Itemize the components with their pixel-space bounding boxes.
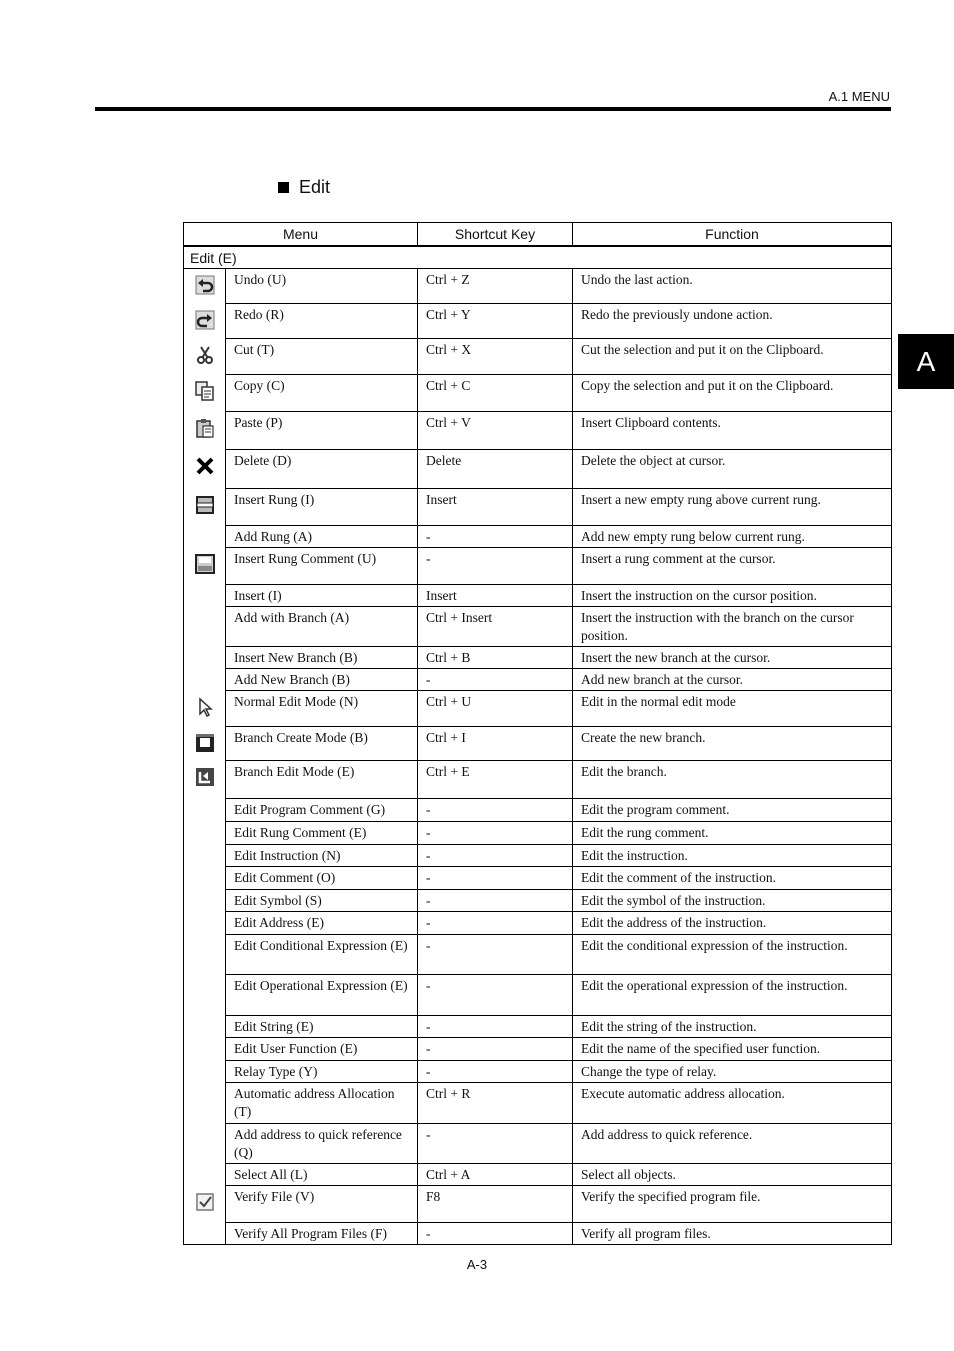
menu-cell: Copy (C) [226,375,418,412]
icon-cell [184,339,226,375]
function-cell: Insert the instruction with the branch on the cursor position. [573,607,892,647]
copy-icon [195,381,215,401]
menu-cell: Branch Create Mode (B) [226,727,418,761]
icon-cell [184,412,226,450]
table-header-row [184,223,892,247]
menu-cell: Edit Comment (O) [226,867,418,890]
function-cell: Verify the specified program file. [573,1186,892,1223]
function-cell: Edit the address of the instruction. [573,912,892,935]
shortcut-cell: Ctrl + B [418,647,573,669]
table-row [184,412,892,450]
function-cell: Insert the instruction on the cursor position. [573,585,892,607]
table-row [184,867,892,890]
table-row [184,1038,892,1061]
table-row [184,975,892,1016]
function-cell: Add new branch at the cursor. [573,669,892,691]
delete-x-icon [195,456,215,476]
menu-cell: Paste (P) [226,412,418,450]
function-cell: Insert a new empty rung above current rung. [573,489,892,526]
function-cell: Undo the last action. [573,269,892,304]
table-row [184,526,892,548]
menu-cell: Edit Symbol (S) [226,890,418,912]
menu-cell: Verify All Program Files (F) [226,1223,418,1245]
column-header-menu: Menu [184,223,418,247]
table-row [184,691,892,727]
shortcut-cell: - [418,822,573,845]
column-header-shortcut: Shortcut Key [418,223,573,247]
shortcut-cell: - [418,845,573,867]
menu-cell: Add Rung (A) [226,526,418,548]
menu-cell: Edit String (E) [226,1016,418,1038]
function-cell: Delete the object at cursor. [573,450,892,489]
icon-cell [184,548,226,691]
icon-cell [184,761,226,1186]
shortcut-cell: - [418,1124,573,1164]
menu-cell: Insert Rung Comment (U) [226,548,418,585]
running-header: A.1 MENU [828,89,890,104]
table-row [184,647,892,669]
table-row [184,607,892,647]
table-row [184,1061,892,1083]
table-row [184,822,892,845]
function-cell: Change the type of relay. [573,1061,892,1083]
shortcut-cell: - [418,1038,573,1061]
paste-icon [195,418,215,438]
table-row [184,1164,892,1186]
menu-cell: Select All (L) [226,1164,418,1186]
table-row [184,548,892,585]
table-row [184,912,892,935]
shortcut-cell: - [418,1016,573,1038]
table-row [184,845,892,867]
shortcut-cell: Ctrl + R [418,1083,573,1124]
shortcut-cell: - [418,526,573,548]
shortcut-cell: Insert [418,489,573,526]
header-rule [95,107,891,111]
function-cell: Create the new branch. [573,727,892,761]
shortcut-cell: - [418,669,573,691]
function-cell: Edit the instruction. [573,845,892,867]
icon-cell [184,304,226,339]
rung-comment-icon [195,554,215,574]
shortcut-cell: - [418,799,573,822]
table-row [184,269,892,304]
shortcut-cell: - [418,912,573,935]
menu-cell: Normal Edit Mode (N) [226,691,418,727]
shortcut-cell: Ctrl + A [418,1164,573,1186]
appendix-tab [898,334,954,389]
menu-cell: Insert Rung (I) [226,489,418,526]
menu-cell: Edit User Function (E) [226,1038,418,1061]
redo-icon [195,310,215,330]
square-bullet-icon [278,182,289,193]
icon-cell [184,450,226,489]
function-cell: Verify all program files. [573,1223,892,1245]
table-row [184,339,892,375]
function-cell: Cut the selection and put it on the Clipboard. [573,339,892,375]
table-row [184,935,892,975]
function-cell: Add new empty rung below current rung. [573,526,892,548]
appendix-tab-letter: A [916,345,936,377]
menu-cell: Edit Rung Comment (E) [226,822,418,845]
function-cell: Copy the selection and put it on the Clipboard. [573,375,892,412]
shortcut-cell: Ctrl + Y [418,304,573,339]
table-row [184,890,892,912]
table-row [184,450,892,489]
menu-cell: Insert New Branch (B) [226,647,418,669]
menu-cell: Redo (R) [226,304,418,339]
edit-menu-table [183,222,892,1245]
function-cell: Redo the previously undone action. [573,304,892,339]
shortcut-cell: - [418,935,573,975]
function-cell: Edit in the normal edit mode [573,691,892,727]
menu-cell: Branch Edit Mode (E) [226,761,418,799]
table-row [184,727,892,761]
shortcut-cell: Ctrl + U [418,691,573,727]
table-row [184,585,892,607]
shortcut-cell: - [418,890,573,912]
function-cell: Add address to quick reference. [573,1124,892,1164]
shortcut-cell: Ctrl + Z [418,269,573,304]
shortcut-cell: - [418,975,573,1016]
function-cell: Insert Clipboard contents. [573,412,892,450]
shortcut-cell: - [418,867,573,890]
shortcut-cell: - [418,548,573,585]
function-cell: Edit the conditional expression of the instruction. [573,935,892,975]
page-number: A-3 [466,1257,488,1272]
group-row [184,246,892,269]
branch-edit-icon [195,767,215,787]
table-row [184,304,892,339]
menu-cell: Edit Program Comment (G) [226,799,418,822]
table-row [184,489,892,526]
pointer-icon [195,697,215,717]
menu-cell: Automatic address Allocation (T) [226,1083,418,1124]
menu-cell: Edit Instruction (N) [226,845,418,867]
table-row [184,1083,892,1124]
icon-cell [184,1186,226,1245]
function-cell: Edit the symbol of the instruction. [573,890,892,912]
shortcut-cell: Ctrl + X [418,339,573,375]
menu-cell: Verify File (V) [226,1186,418,1223]
icon-cell [184,375,226,412]
menu-cell: Edit Address (E) [226,912,418,935]
branch-create-icon [195,733,215,753]
function-cell: Execute automatic address allocation. [573,1083,892,1124]
function-cell: Edit the comment of the instruction. [573,867,892,890]
function-cell: Insert a rung comment at the cursor. [573,548,892,585]
shortcut-cell: Ctrl + I [418,727,573,761]
menu-cell: Add with Branch (A) [226,607,418,647]
shortcut-cell: Ctrl + E [418,761,573,799]
function-cell: Select all objects. [573,1164,892,1186]
function-cell: Edit the branch. [573,761,892,799]
function-cell: Edit the program comment. [573,799,892,822]
menu-cell: Cut (T) [226,339,418,375]
table-row [184,669,892,691]
shortcut-cell: - [418,1061,573,1083]
menu-cell: Edit Conditional Expression (E) [226,935,418,975]
table-row [184,1223,892,1245]
icon-cell [184,489,226,548]
group-label: Edit (E) [184,246,892,269]
insert-rung-icon [195,495,215,515]
menu-cell: Delete (D) [226,450,418,489]
menu-cell: Add address to quick reference (Q) [226,1124,418,1164]
section-title-text: Edit [299,177,331,197]
menu-cell: Relay Type (Y) [226,1061,418,1083]
icon-cell [184,727,226,761]
function-cell: Edit the operational expression of the instruction. [573,975,892,1016]
icon-cell [184,691,226,727]
shortcut-cell: Insert [418,585,573,607]
scissors-icon [195,345,215,365]
function-cell: Insert the new branch at the cursor. [573,647,892,669]
verify-check-icon [195,1192,215,1212]
shortcut-cell: F8 [418,1186,573,1223]
shortcut-cell: Ctrl + Insert [418,607,573,647]
menu-cell: Undo (U) [226,269,418,304]
table-row [184,1124,892,1164]
table-row [184,799,892,822]
shortcut-cell: Ctrl + V [418,412,573,450]
table-row [184,761,892,799]
undo-icon [195,275,215,295]
icon-cell [184,269,226,304]
menu-cell: Insert (I) [226,585,418,607]
table-row [184,375,892,412]
function-cell: Edit the string of the instruction. [573,1016,892,1038]
function-cell: Edit the rung comment. [573,822,892,845]
column-header-function: Function [573,223,892,247]
table-row [184,1186,892,1223]
section-title [278,177,330,198]
shortcut-cell: - [418,1223,573,1245]
shortcut-cell: Delete [418,450,573,489]
shortcut-cell: Ctrl + C [418,375,573,412]
table-row [184,1016,892,1038]
menu-cell: Add New Branch (B) [226,669,418,691]
menu-cell: Edit Operational Expression (E) [226,975,418,1016]
function-cell: Edit the name of the specified user function. [573,1038,892,1061]
